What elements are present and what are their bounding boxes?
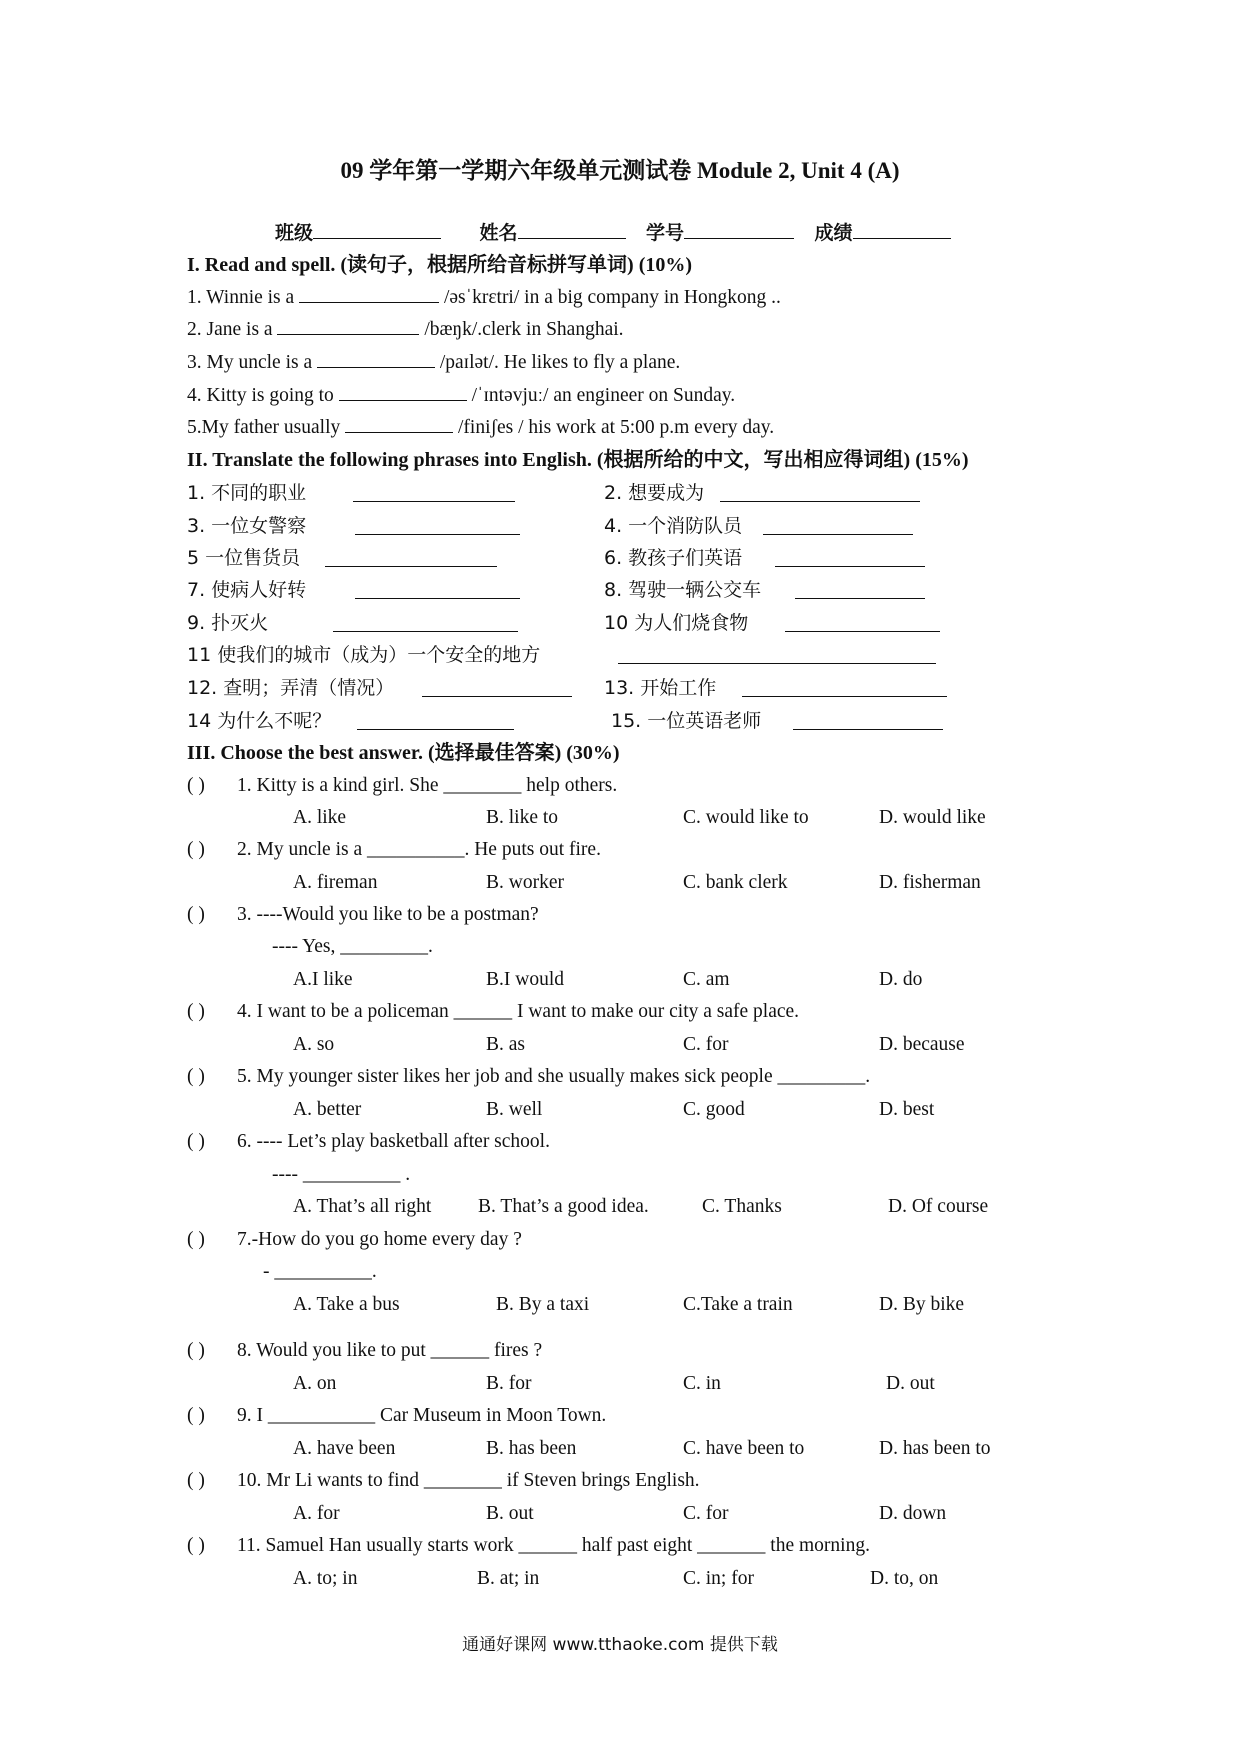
question-8: 8. Would you like to put ______ fires ? — [237, 1340, 543, 1361]
spell-item-text: /finiʃes / his work at 5:00 p.m every day. — [458, 417, 775, 438]
option-a[interactable]: A. have been — [293, 1438, 396, 1459]
answer-blank[interactable] — [299, 286, 439, 303]
option-c[interactable]: C. in — [683, 1373, 721, 1394]
option-a[interactable]: A. so — [293, 1034, 335, 1055]
option-c[interactable]: C. Thanks — [702, 1196, 782, 1217]
name-label: 姓名 — [479, 222, 518, 244]
question-7-reply: - __________. — [263, 1261, 377, 1282]
answer-blank[interactable] — [325, 550, 497, 567]
option-d[interactable]: D. would like — [879, 807, 986, 828]
translate-item-13: 13. 开始工作 — [604, 677, 717, 699]
option-c[interactable]: C. am — [683, 969, 730, 990]
option-d[interactable]: D. best — [879, 1099, 935, 1120]
option-a[interactable]: A.I like — [293, 969, 353, 990]
answer-paren[interactable]: ( ) — [187, 775, 205, 796]
option-b[interactable]: B. has been — [486, 1438, 577, 1459]
option-d[interactable]: D. has been to — [879, 1438, 991, 1459]
translate-item-12: 12. 查明；弄清（情况） — [187, 677, 395, 699]
option-d[interactable]: D. fisherman — [879, 872, 981, 893]
option-b[interactable]: B. well — [486, 1099, 543, 1120]
answer-paren[interactable]: ( ) — [187, 904, 205, 925]
option-c[interactable]: C. bank clerk — [683, 872, 788, 893]
answer-blank[interactable] — [618, 647, 936, 664]
option-a[interactable]: A. on — [293, 1373, 337, 1394]
question-9: 9. I ___________ Car Museum in Moon Town. — [237, 1405, 607, 1426]
answer-blank[interactable] — [345, 416, 453, 433]
option-d[interactable]: D. By bike — [879, 1294, 965, 1315]
number-label: 学号 — [646, 222, 685, 244]
option-d[interactable]: D. out — [886, 1373, 935, 1394]
answer-blank[interactable] — [357, 713, 514, 730]
spell-item-3 — [187, 351, 680, 375]
answer-blank[interactable] — [763, 518, 913, 535]
translate-item-7: 7. 使病人好转 — [187, 579, 307, 601]
option-c[interactable]: C. good — [683, 1099, 745, 1120]
option-d[interactable]: D. down — [879, 1503, 947, 1524]
option-b[interactable]: B. for — [486, 1373, 532, 1394]
spell-item-text: 3. My uncle is a — [187, 352, 313, 373]
spell-item-text: 5.My father usually — [187, 417, 341, 438]
answer-paren[interactable]: ( ) — [187, 1405, 205, 1426]
question-3-reply: ---- Yes, _________. — [272, 936, 433, 957]
translate-item-5: 5 一位售货员 — [187, 547, 301, 569]
translate-item-14: 14 为什么不呢？ — [187, 710, 332, 732]
question-10: 10. Mr Li wants to find ________ if Steven brings English. — [237, 1470, 700, 1491]
option-b[interactable]: B. at; in — [477, 1568, 540, 1589]
answer-blank[interactable] — [277, 318, 419, 335]
answer-blank[interactable] — [317, 351, 435, 368]
section-2-heading: II. Translate the following phrases into English. (根据所给的中文，写出相应得词组) (15%) — [187, 449, 969, 471]
option-a[interactable]: A. Take a bus — [293, 1294, 400, 1315]
answer-blank[interactable] — [422, 680, 572, 697]
class-label: 班级 — [275, 222, 314, 244]
answer-paren[interactable]: ( ) — [187, 1229, 205, 1250]
answer-blank[interactable] — [355, 518, 520, 535]
answer-blank[interactable] — [333, 615, 518, 632]
number-field[interactable] — [684, 220, 794, 239]
option-c[interactable]: C. for — [683, 1034, 729, 1055]
spell-item-5 — [187, 416, 774, 440]
score-field[interactable] — [853, 220, 951, 239]
spell-item-text: /əsˈkrɛtri/ in a big company in Hongkong .. — [443, 287, 781, 308]
answer-blank[interactable] — [353, 485, 515, 502]
score-label: 成绩 — [814, 222, 853, 244]
question-4: 4. I want to be a policeman ______ I want to make our city a safe place. — [237, 1001, 800, 1022]
question-1: 1. Kitty is a kind girl. She ________ help others. — [237, 775, 618, 796]
option-a[interactable]: A. to; in — [293, 1568, 358, 1589]
translate-item-4: 4. 一个消防队员 — [604, 515, 743, 537]
question-7: 7.-How do you go home every day ? — [237, 1229, 522, 1250]
page-title: 09 学年第一学期六年级单元测试卷 Module 2, Unit 4 (A) — [340, 158, 900, 183]
answer-paren[interactable]: ( ) — [187, 1001, 205, 1022]
translate-item-10: 10 为人们烧食物 — [604, 612, 749, 634]
option-b[interactable]: B. like to — [486, 807, 559, 828]
spell-item-text: 4. Kitty is going to — [187, 385, 334, 406]
question-3: 3. ----Would you like to be a postman? — [237, 904, 539, 925]
option-d[interactable]: D. Of course — [888, 1196, 989, 1217]
option-b[interactable]: B. out — [486, 1503, 534, 1524]
section-3-heading: III. Choose the best answer. (选择最佳答案) (30%) — [187, 742, 620, 764]
translate-item-11: 11 使我们的城市（成为）一个安全的地方 — [187, 644, 541, 666]
translate-item-1: 1. 不同的职业 — [187, 482, 307, 504]
question-6-reply: ---- __________ . — [272, 1164, 411, 1185]
answer-paren[interactable]: ( ) — [187, 839, 205, 860]
answer-blank[interactable] — [339, 384, 467, 401]
answer-paren[interactable]: ( ) — [187, 1470, 205, 1491]
option-b[interactable]: B. as — [486, 1034, 525, 1055]
option-b[interactable]: B. worker — [486, 872, 564, 893]
option-d[interactable]: D. to, on — [870, 1568, 939, 1589]
spell-item-2 — [187, 318, 624, 342]
option-b[interactable]: B. By a taxi — [496, 1294, 590, 1315]
translate-item-15: 15. 一位英语老师 — [611, 710, 762, 732]
class-field[interactable] — [313, 220, 441, 239]
option-c[interactable]: C. would like to — [683, 807, 809, 828]
spell-item-text: /ˈɪntəvjuː/ an engineer on Sunday. — [471, 385, 736, 406]
spell-item-text: 1. Winnie is a — [187, 287, 295, 308]
answer-paren[interactable]: ( ) — [187, 1340, 205, 1361]
option-d[interactable]: D. because — [879, 1034, 965, 1055]
answer-paren[interactable]: ( ) — [187, 1535, 205, 1556]
spell-item-4 — [187, 384, 735, 408]
option-a[interactable]: A. better — [293, 1099, 362, 1120]
translate-item-6: 6. 教孩子们英语 — [604, 547, 743, 569]
option-a[interactable]: A. like — [293, 807, 347, 828]
option-a[interactable]: A. That’s all right — [293, 1196, 432, 1217]
answer-blank[interactable] — [775, 550, 925, 567]
option-a[interactable]: A. for — [293, 1503, 340, 1524]
question-2: 2. My uncle is a __________. He puts out fire. — [237, 839, 601, 860]
answer-blank[interactable] — [720, 485, 920, 502]
student-info-line — [275, 218, 951, 245]
option-c[interactable]: C. have been to — [683, 1438, 805, 1459]
question-5: 5. My younger sister likes her job and she usually makes sick people _________. — [237, 1066, 871, 1087]
option-a[interactable]: A. fireman — [293, 872, 378, 893]
page-footer: 通通好课网 www.tthaoke.com 提供下载 — [462, 1635, 778, 1655]
spell-item-1 — [187, 286, 781, 310]
spell-item-text: /bæŋk/.clerk in Shanghai. — [424, 319, 624, 340]
translate-item-9: 9. 扑灭火 — [187, 612, 269, 634]
spell-item-text: 2. Jane is a — [187, 319, 273, 340]
answer-paren[interactable]: ( ) — [187, 1066, 205, 1087]
answer-blank[interactable] — [355, 582, 520, 599]
answer-blank[interactable] — [793, 713, 943, 730]
translate-item-3: 3. 一位女警察 — [187, 515, 307, 537]
option-d[interactable]: D. do — [879, 969, 923, 990]
option-c[interactable]: C. for — [683, 1503, 729, 1524]
option-b[interactable]: B. That’s a good idea. — [478, 1196, 649, 1217]
option-c[interactable]: C.Take a train — [683, 1294, 793, 1315]
answer-blank[interactable] — [785, 615, 940, 632]
option-c[interactable]: C. in; for — [683, 1568, 754, 1589]
answer-blank[interactable] — [795, 582, 925, 599]
question-6: 6. ---- Let’s play basketball after school. — [237, 1131, 550, 1152]
section-1-heading: I. Read and spell. (读句子，根据所给音标拼写单词) (10%) — [187, 254, 693, 276]
spell-item-text: /paɪlət/. He likes to fly a plane. — [439, 352, 681, 373]
translate-item-2: 2. 想要成为 — [604, 482, 705, 504]
name-field[interactable] — [518, 220, 626, 239]
translate-item-8: 8. 驾驶一辆公交车 — [604, 579, 762, 601]
question-11: 11. Samuel Han usually starts work ______ half past eight _______ the morning. — [237, 1535, 870, 1556]
answer-paren[interactable]: ( ) — [187, 1131, 205, 1152]
answer-blank[interactable] — [742, 680, 947, 697]
option-b[interactable]: B.I would — [486, 969, 564, 990]
